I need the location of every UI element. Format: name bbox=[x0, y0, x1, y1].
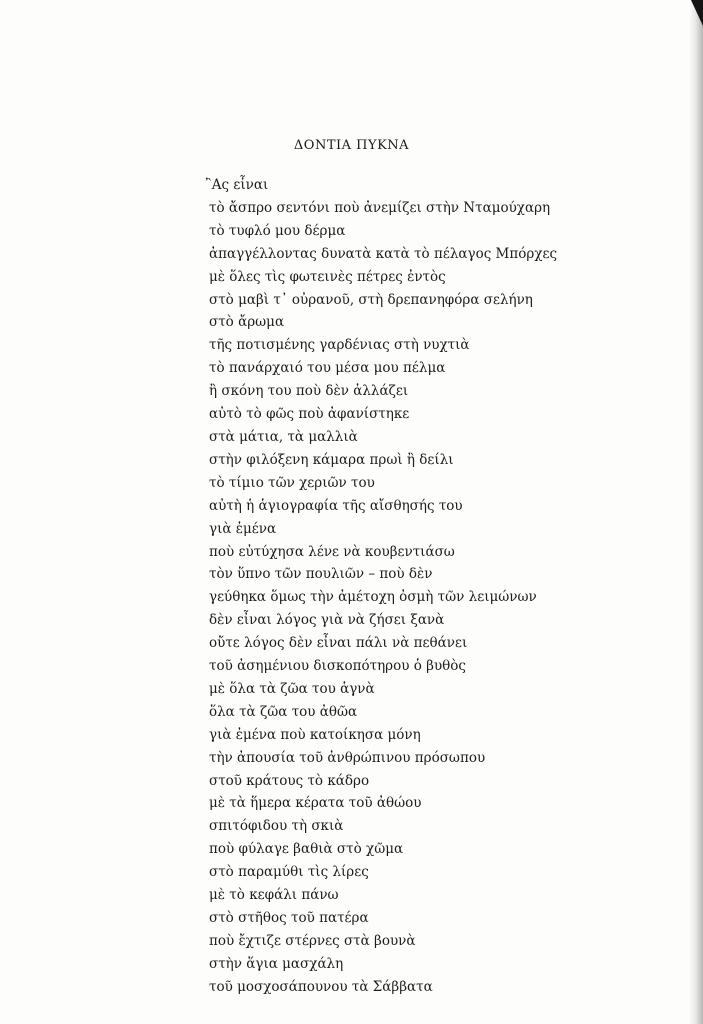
poem-line: ποὺ εὐτύχησα λένε νὰ κουβεντιάσω bbox=[209, 543, 455, 560]
poem-line: τὸ πανάρχαιό του μέσα μου πέλμα bbox=[209, 360, 446, 377]
poem-line: στὰ μάτια, τὰ μαλλιὰ bbox=[209, 428, 358, 445]
poem-line: γιὰ ἐμένα ποὺ κατοίκησα μόνη bbox=[209, 726, 421, 743]
poem-line: σπιτόφιδου τὴ σκιὰ bbox=[209, 818, 344, 835]
poem-line: μὲ ὅλα τὰ ζῶα του ἁγνὰ bbox=[209, 680, 375, 697]
poem-line: στὸ παραμύθι τὶς λίρες bbox=[209, 864, 369, 881]
poem-line: στὸ ἄρωμα bbox=[209, 314, 285, 331]
poem-title: ΔΟΝΤΙΑ ΠΥΚΝΑ bbox=[293, 138, 410, 153]
poem-line: τὴν ἀπουσία τοῦ ἀνθρώπινου πρόσωπου bbox=[209, 749, 486, 766]
poem-line: αὐτὸ τὸ φῶς ποὺ ἀφανίστηκε bbox=[209, 406, 410, 423]
poem-line: μὲ τὸ κεφάλι πάνω bbox=[209, 887, 339, 904]
page-edge-shadow bbox=[689, 0, 703, 1024]
poem-line: ῍Ας εἶναι bbox=[205, 177, 269, 193]
poem-line: τὸ τίμιο τῶν χεριῶν του bbox=[209, 474, 375, 491]
poem-line: στὸ στῆθος τοῦ πατέρα bbox=[209, 910, 369, 926]
poem-line: στὴν ἅγια μασχάλη bbox=[209, 955, 344, 972]
poem-line: μὲ ὅλες τὶς φωτεινὲς πέτρες ἐντὸς bbox=[209, 268, 446, 285]
poem-body bbox=[205, 174, 558, 999]
poem-line: γιὰ ἐμένα bbox=[209, 520, 277, 537]
poem-line: αὐτὴ ἡ ἁγιογραφία τῆς αἴσθησής του bbox=[209, 497, 463, 514]
poem-line: στοῦ κράτους τὸ κάδρο bbox=[209, 772, 370, 789]
poem-line: ποὺ ἔχτιζε στέρνες στὰ βουνὰ bbox=[209, 932, 416, 949]
poem-line: στὸ μαβὶ τ᾽ οὐρανοῦ, στὴ δρεπανηφόρα σελήνη bbox=[209, 291, 533, 308]
poem-line: τοῦ μοσχοσάπουνου τὰ Σάββατα bbox=[209, 978, 433, 995]
poem-line: ὅλα τὰ ζῶα του ἀθῶα bbox=[209, 703, 358, 720]
page-corner bbox=[691, 0, 703, 26]
poem-line: δὲν εἶναι λόγος γιὰ νὰ ζήσει ξανὰ bbox=[209, 612, 445, 629]
poem-line: τὸ ἄσπρο σεντόνι ποὺ ἀνεμίζει στὴν Νταμούχαρη bbox=[209, 199, 551, 216]
poem-line: τῆς ποτισμένης γαρδένιας στὴ νυχτιὰ bbox=[209, 337, 470, 354]
poem-line: οὔτε λόγος δὲν εἶναι πάλι νὰ πεθάνει bbox=[209, 635, 468, 652]
poem-line: ἀπαγγέλλοντας δυνατὰ κατὰ τὸ πέλαγος Μπόρχες bbox=[209, 245, 558, 262]
poem-line: μὲ τὰ ἥμερα κέρατα τοῦ ἀθώου bbox=[209, 795, 422, 812]
poem-line: τὸ τυφλό μου δέρμα bbox=[209, 222, 346, 239]
poem-line: γεύθηκα ὅμως τὴν ἀμέτοχη ὀσμὴ τῶν λειμώνων bbox=[209, 589, 537, 606]
poem-line: στὴν φιλόξενη κάμαρα πρωὶ ἢ δείλι bbox=[209, 451, 454, 468]
poem-line: τὸν ὕπνο τῶν πουλιῶν – ποὺ δὲν bbox=[209, 566, 433, 583]
poem-line: ποὺ φύλαγε βαθιὰ στὸ χῶμα bbox=[209, 841, 404, 858]
poem-line: τοῦ ἀσημένιου δισκοπότηρου ὁ βυθὸς bbox=[209, 658, 466, 675]
poem-line: ἢ σκόνη του ποὺ δὲν ἀλλάζει bbox=[209, 383, 409, 400]
